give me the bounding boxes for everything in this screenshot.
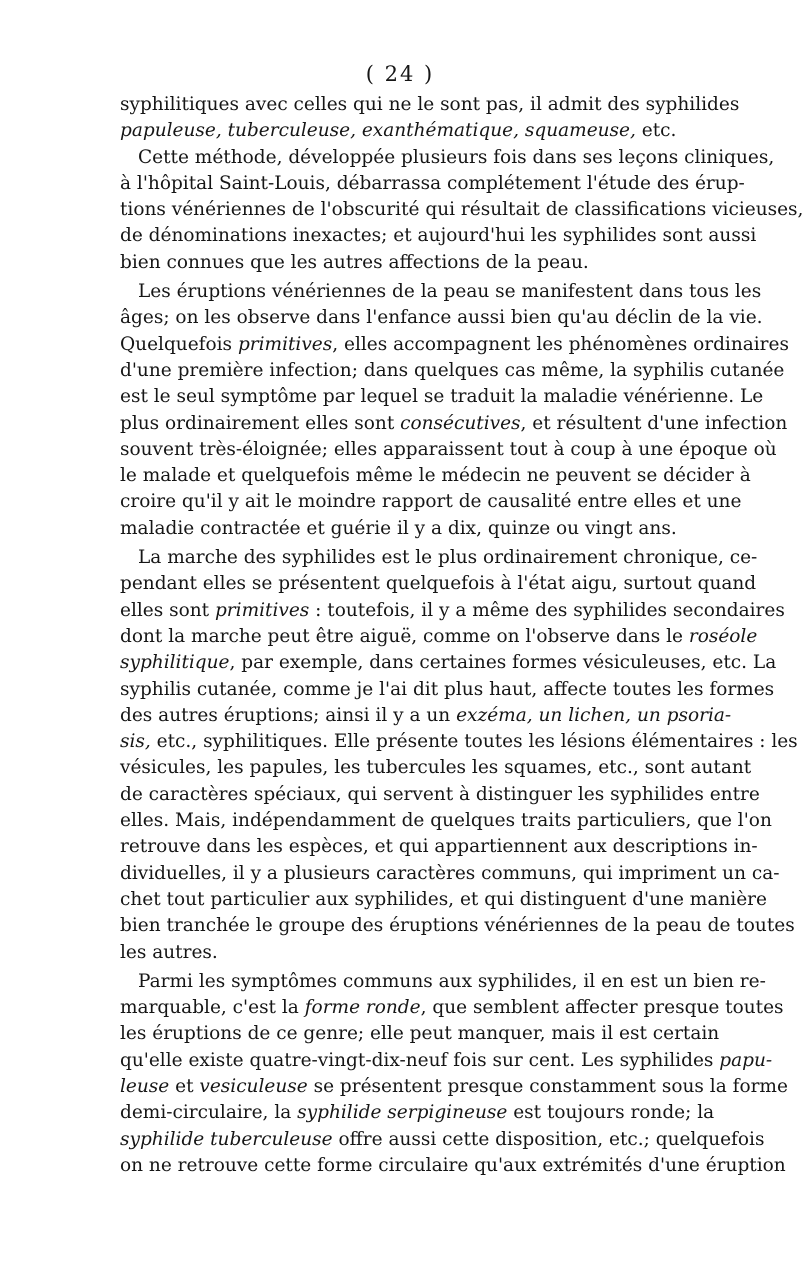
text-line: Les éruptions vénériennes de la peau se manifestent dans tous les: [138, 281, 762, 303]
text-line: d'une première infection; dans quelques cas même, la syphilis cutanée: [120, 359, 785, 381]
text-line: syphilitiques avec celles qui ne le sont pas, il admit des syphilides: [120, 94, 740, 115]
text-line: Parmi les symptômes communs aux syphilides, il en est un bien re-: [138, 970, 766, 992]
text-line: retrouve dans les espèces, et qui appartiennent aux descriptions in-: [120, 836, 758, 858]
text-line: sis, etc., syphilitiques. Elle présente toutes les lésions élémentaires : les: [120, 731, 798, 753]
text-line: elles. Mais, indépendamment de quelques traits particuliers, que l'on: [120, 810, 772, 832]
text-line: chet tout particulier aux syphilides, et qui distinguent d'une manière: [120, 888, 767, 910]
text-line: souvent très-éloignée; elles apparaissent tout à coup à une époque où: [120, 438, 777, 460]
text-line: pendant elles se présentent quelquefois à l'état aigu, surtout quand: [120, 573, 757, 595]
text-line: Quelquefois primitives, elles accompagnent les phénomènes ordinaires: [120, 333, 789, 355]
body-text: [120, 92, 803, 1179]
text-line: croire qu'il y ait le moindre rapport de causalité entre elles et une: [120, 491, 742, 513]
text-line: papuleuse, tuberculeuse, exanthématique, squameuse, etc.: [120, 120, 677, 142]
text-line: bien tranchée le groupe des éruptions vénériennes de la peau de toutes: [120, 915, 795, 937]
text-line: elles sont primitives : toutefois, il y a même des syphilides secondaires: [120, 599, 785, 621]
text-line: dividuelles, il y a plusieurs caractères communs, qui impriment un ca-: [120, 862, 780, 884]
text-line: tions vénériennes de l'obscurité qui résultait de classifications vicieuses,: [120, 199, 803, 221]
text-line: vésicules, les papules, les tubercules les squames, etc., sont autant: [120, 757, 752, 779]
text-line: âges; on les observe dans l'enfance aussi bien qu'au déclin de la vie.: [120, 307, 763, 329]
text-line: syphilide tuberculeuse offre aussi cette disposition, etc.; quelquefois: [120, 1128, 765, 1150]
text-line: le malade et quelquefois même le médecin ne peuvent se décider à: [120, 465, 751, 487]
text-line: les autres.: [120, 941, 218, 963]
text-line: syphilis cutanée, comme je l'ai dit plus haut, affecte toutes les formes: [120, 678, 775, 700]
text-line: leuse et vesiculeuse se présentent presque constamment sous la forme: [120, 1075, 788, 1097]
text-line: marquable, c'est la forme ronde, que semblent affecter presque toutes: [120, 997, 784, 1019]
text-line: La marche des syphilides est le plus ordinairement chronique, ce-: [138, 547, 758, 569]
text-line: Cette méthode, développée plusieurs fois dans ses leçons cliniques,: [138, 146, 775, 168]
text-line: qu'elle existe quatre-vingt-dix-neuf fois sur cent. Les syphilides papu-: [120, 1049, 773, 1071]
page-number: ( 24 ): [365, 62, 435, 86]
text-line: à l'hôpital Saint-Louis, débarrassa complétement l'étude des érup-: [120, 172, 745, 194]
text-line: maladie contractée et guérie il y a dix, quinze ou vingt ans.: [120, 517, 677, 539]
text-line: bien connues que les autres affections de la peau.: [120, 251, 589, 273]
text-line: les éruptions de ce genre; elle peut manquer, mais il est certain: [120, 1023, 720, 1045]
text-line: syphilitique, par exemple, dans certaines formes vésiculeuses, etc. La: [120, 652, 777, 674]
text-line: de dénominations inexactes; et aujourd'hui les syphilides sont aussi: [120, 225, 757, 247]
text-line: demi-circulaire, la syphilide serpigineuse est toujours ronde; la: [120, 1102, 715, 1124]
text-line: de caractères spéciaux, qui servent à distinguer les syphilides entre: [120, 783, 760, 805]
text-line: des autres éruptions; ainsi il y a un exzéma, un lichen, un psoria-: [120, 704, 732, 726]
text-line: est le seul symptôme par lequel se traduit la maladie vénérienne. Le: [120, 386, 764, 408]
text-line: on ne retrouve cette forme circulaire qu'aux extrémités d'une éruption: [120, 1154, 786, 1176]
text-line: plus ordinairement elles sont consécutives, et résultent d'une infection: [120, 412, 788, 434]
text-line: dont la marche peut être aiguë, comme on l'observe dans le roséole: [120, 625, 758, 647]
